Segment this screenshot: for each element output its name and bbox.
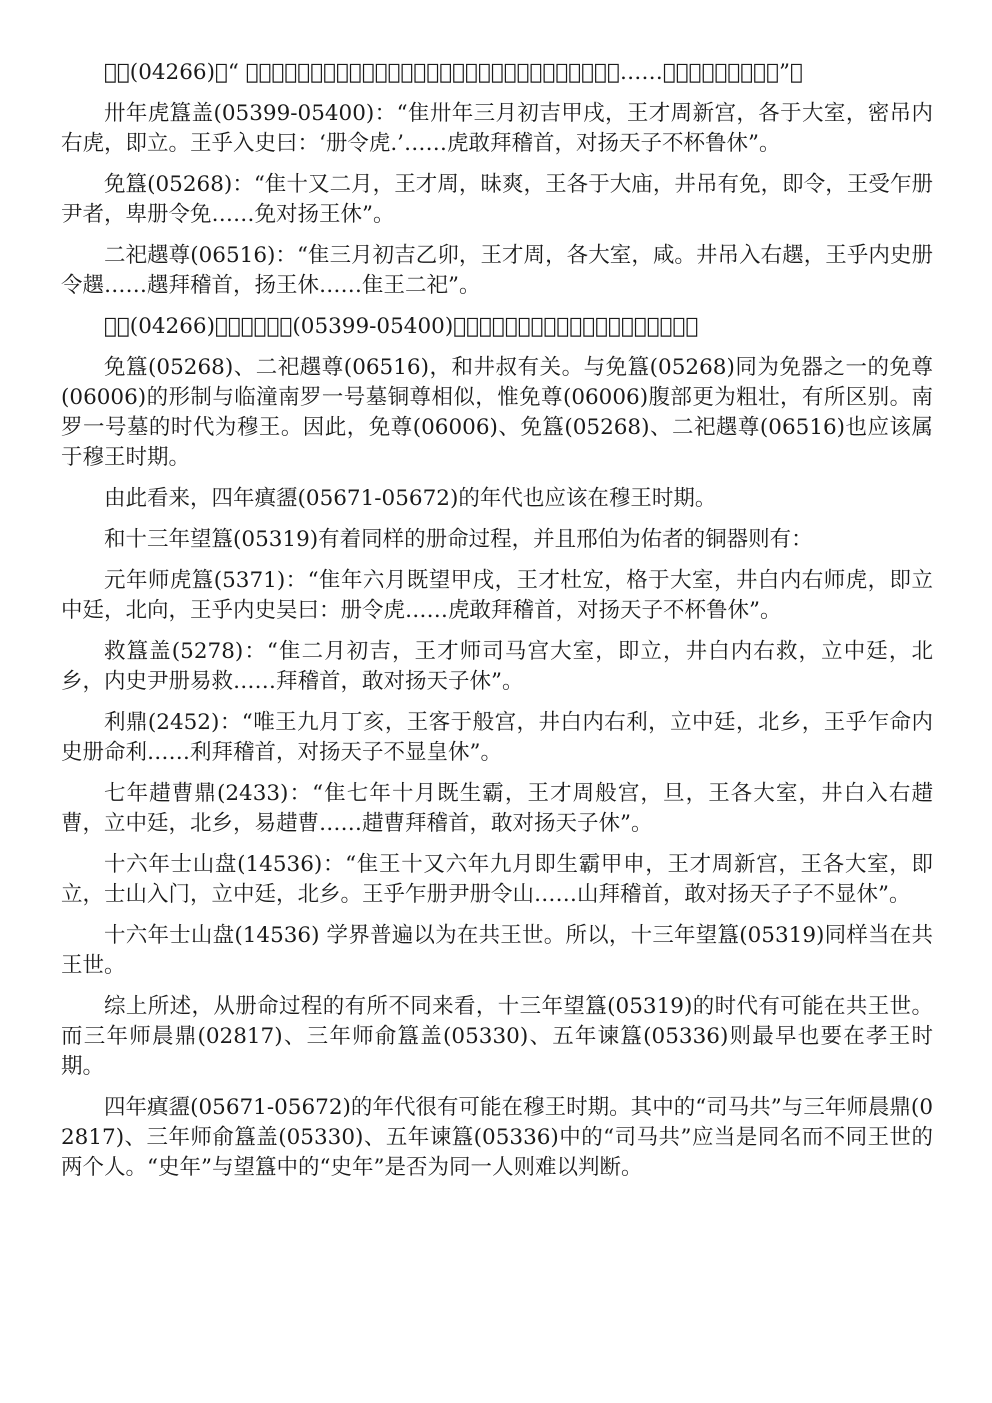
paragraph-si-nian-xu: 由此看来，四年瘨盨(05671-05672)的年代也应该在穆王时期。: [104, 486, 717, 511]
paragraph-sa-nian-hu-gui-gai: 卅年虎簋盖(05399-05400)：“隹卅年三月初吉甲戌，王才周新宫，各于大室，密吊内右虎，即立。王乎入史曰：‘册令虎.’……虎敢拜稽首，对扬天子不杯鲁休”。: [61, 101, 933, 156]
paragraph-gong-wang-shi: 十六年士山盘(14536) 学界普遍以为在共王世。所以，十三年望簋(05319)同样当在共王世。: [61, 923, 933, 978]
paragraph-xing-bo-intro: 和十三年望簋(05319)有着同样的册命过程，并且邢伯为佑者的铜器则有：: [104, 527, 813, 552]
paragraph-jing-shu-summary: 免簋(05268)、二祀趩尊(06516)，和井叔有关。与免簋(05268)同为免器之一的免尊(06006)的形制与临潼南罗一号墓铜尊相似，惟免尊(06006)腹部更为粗壮，有所区别。南罗一号墓的时代为穆王。因此，免尊(06006)、免簋(05268)、二祀趩尊(06516)也应该属于穆王时期。: [61, 355, 933, 470]
paragraph-hao-gui: 𧽬簋(04266)：“ 唯三月，王才宗周。戊寅，王各于大朝。密吊右𧽬即立。内史即命……𧽬拜稽首，对扬王休”。: [104, 60, 803, 85]
paragraph-conclusion: 综上所述，从册命过程的有所不同来看，十三年望簋(05319)的时代有可能在共王世。而三年师晨鼎(02817)、三年师俞簋盖(05330)、五年谏簋(05336)则最早也要在孝王时期。: [61, 994, 933, 1079]
paragraph-final: 四年瘨盨(05671-05672)的年代很有可能在穆王时期。其中的“司马共”与三年师晨鼎(02817)、三年师俞簋盖(05330)、五年谏簋(05336)中的“司马共”应当是同名而不同王世的两个人。“史年”与望簋中的“史年”是否为同一人则难以判断。: [61, 1095, 933, 1180]
paragraph-mi-shu-summary: 𧽬簋(04266)、卅年虎簋盖(05399-05400)，佑者均为密叔。一般认为属于穆王时期。: [104, 314, 699, 339]
paragraph-qi-nian-qu-cao-ding: 七年趞曹鼎(2433)：“隹七年十月既生霸，王才周般宫，旦，王各大室，井白入右趞曹，立中廷，北乡，易趞曹……趞曹拜稽首，敢对扬天子休”。: [61, 781, 933, 836]
paragraph-li-ding: 利鼎(2452)：“唯王九月丁亥，王客于般宫，井白内右利，立中廷，北乡，王乎乍命内史册命利……利拜稽首，对扬天子不显皇休”。: [61, 710, 933, 765]
paragraph-shi-shan-pan: 十六年士山盘(14536)：“隹王十又六年九月即生霸甲申，王才周新宫，王各大室，即立，士山入门，立中廷，北乡。王乎乍册尹册令山……山拜稽首，敢对扬天子子不显休”。: [61, 852, 933, 907]
paragraph-mian-gui: 免簋(05268)：“隹十又二月，王才周，昧爽，王各于大庙，井吊有免，即令，王受乍册尹者，卑册令免……免对扬王休”。: [61, 172, 933, 227]
document-page: [61, 58, 933, 1194]
paragraph-er-si-qu-zun: 二祀趩尊(06516)：“隹三月初吉乙卯，王才周，各大室，咸。井吊入右趩，王乎内史册令趩……趩拜稽首，扬王休……隹王二祀”。: [61, 243, 933, 298]
paragraph-yuan-nian-shi-hu-gui: 元年师虎簋(5371)：“隹年六月既望甲戌，王才杜宐，格于大室，井白内右师虎，即立中廷，北向，王乎内史吴曰：册令虎……虎敢拜稽首，对扬天子不杯鲁休”。: [61, 568, 933, 623]
paragraph-jiu-gui-gai: 救簋盖(5278)：“隹二月初吉，王才师司马宫大室，即立，井白内右救，立中廷，北乡，内史尹册易救……拜稽首，敢对扬天子休”。: [61, 639, 933, 694]
